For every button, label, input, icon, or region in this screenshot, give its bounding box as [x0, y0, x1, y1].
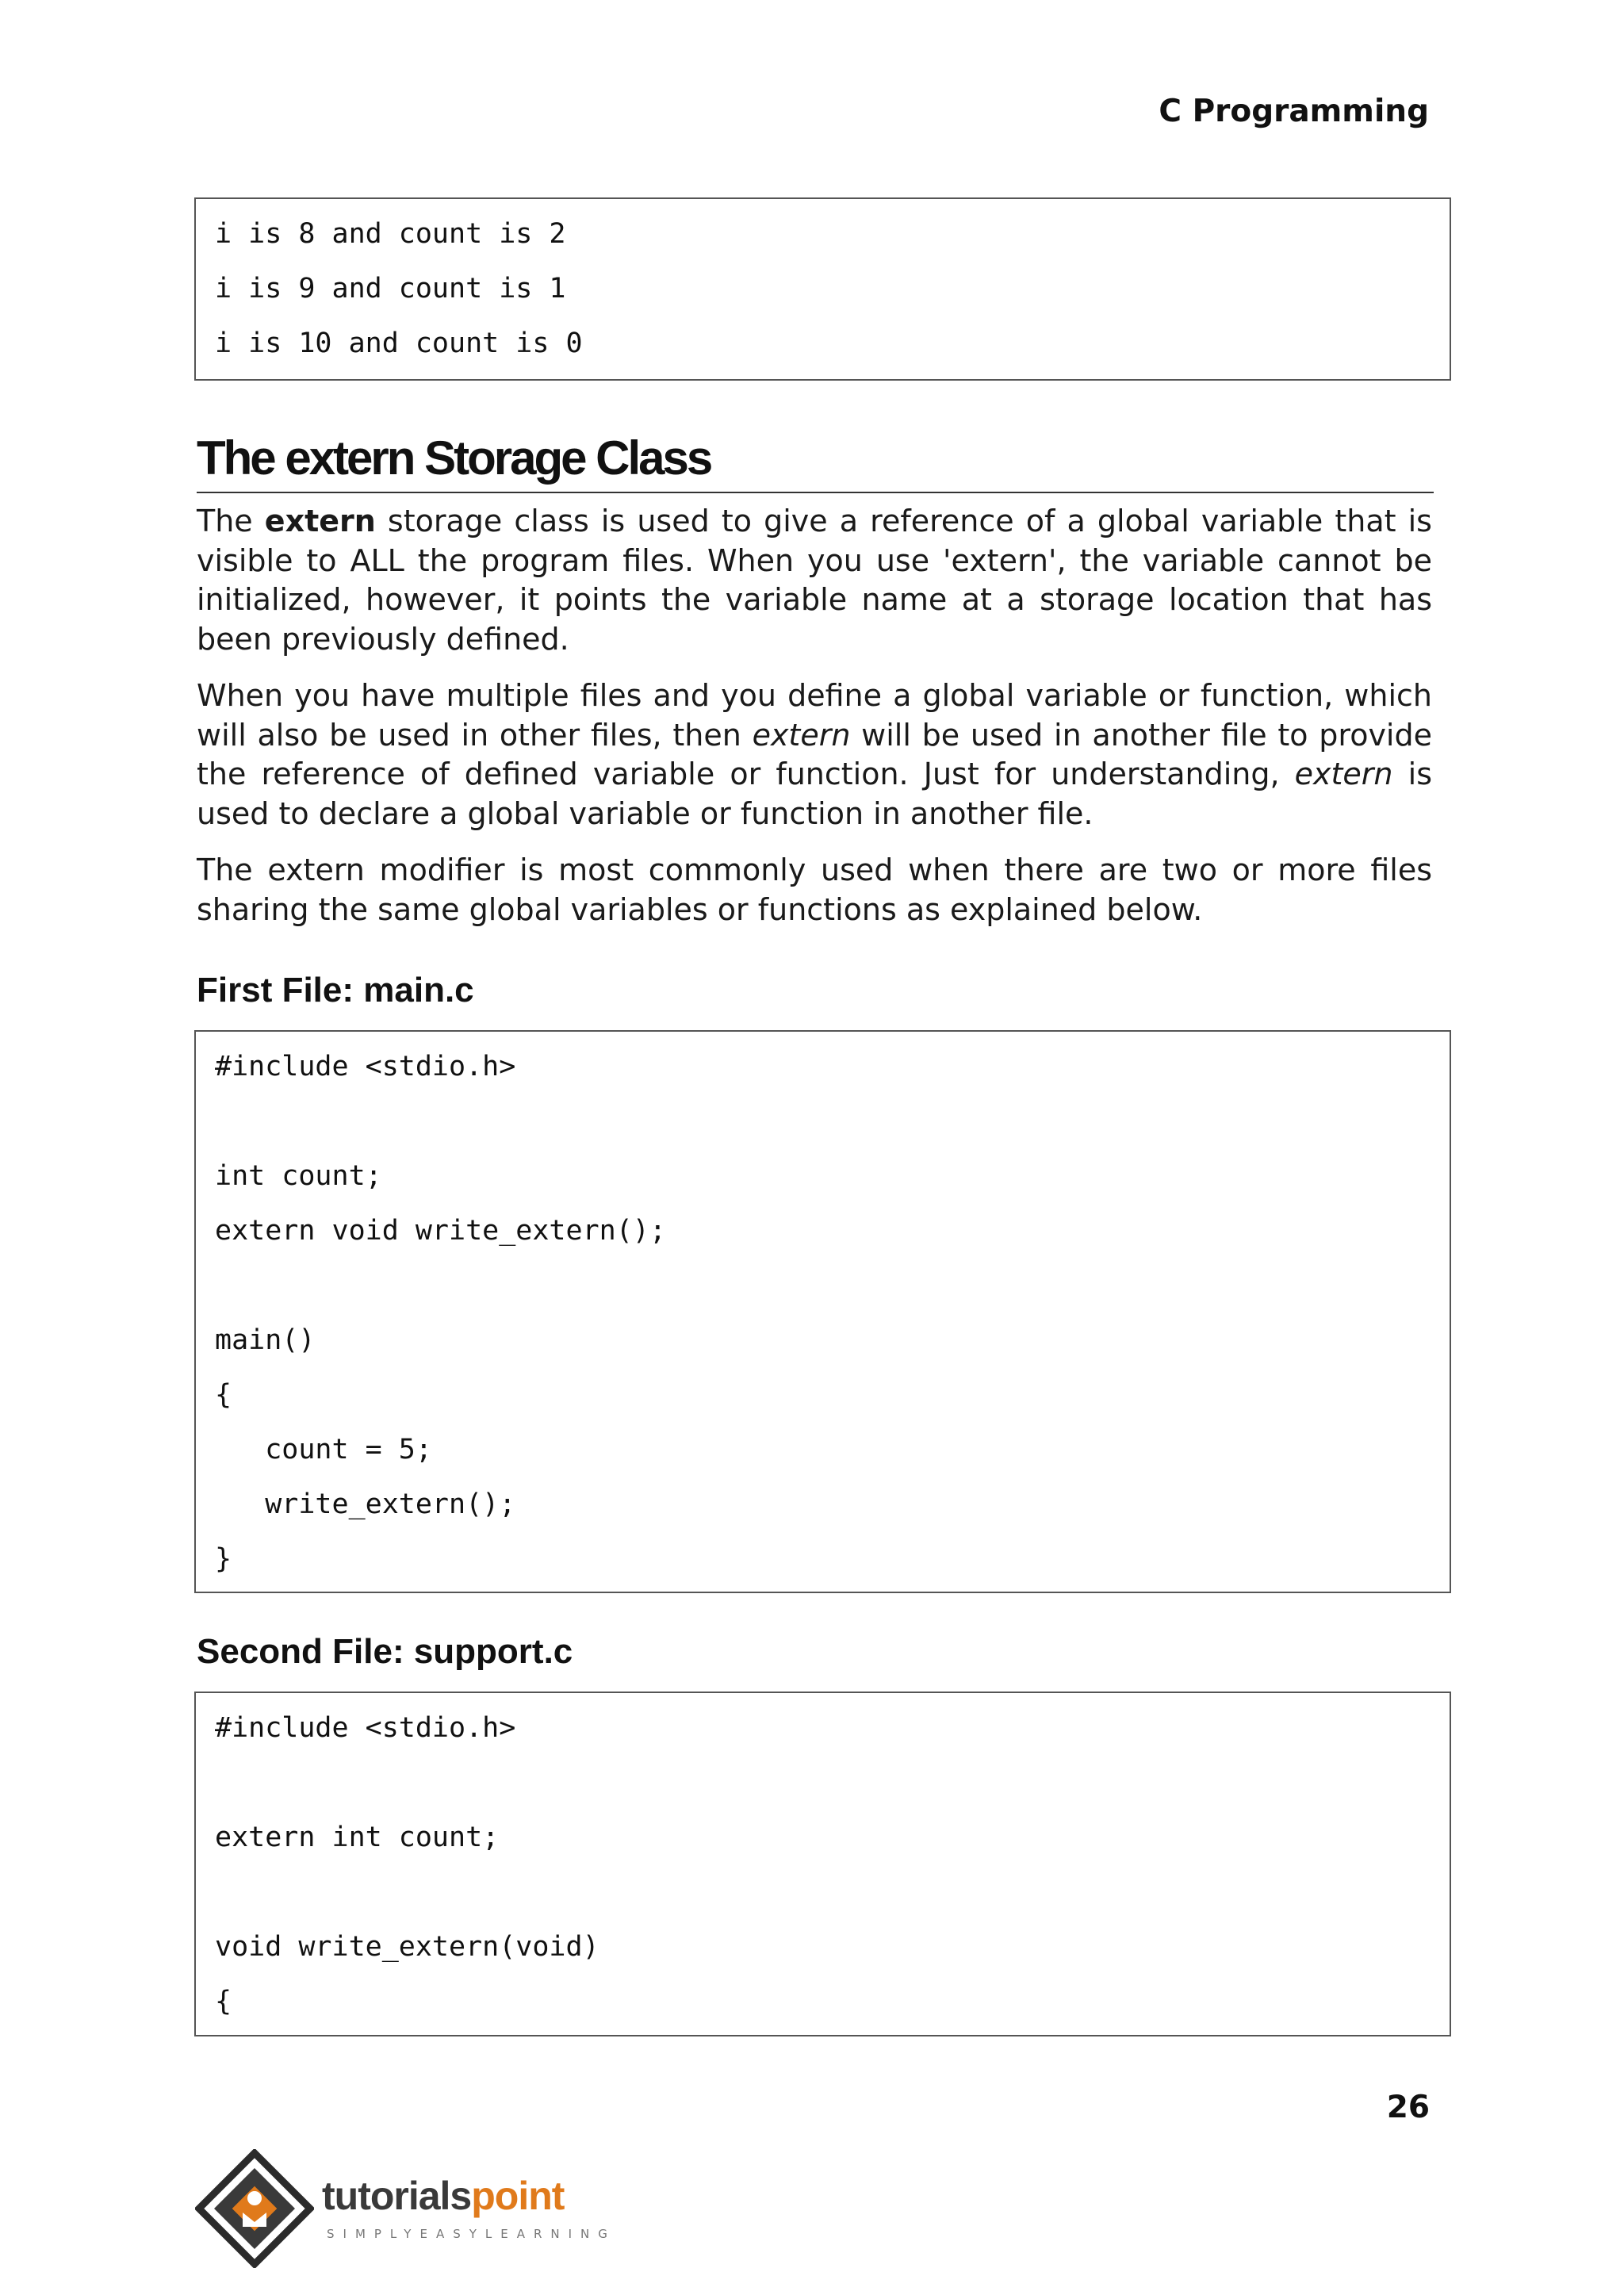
- code-line: #include <stdio.h>: [215, 1051, 516, 1082]
- code-line: [215, 1764, 1431, 1818]
- code-line: {: [215, 1379, 232, 1411]
- code-line: [215, 1873, 1431, 1928]
- file1-heading: First File: main.c: [197, 971, 474, 1010]
- code-line: [215, 1102, 1431, 1157]
- paragraph-text: When you have multiple files and you define a global variable or function, which will also be used in other files, then: [197, 678, 1432, 753]
- code-line: {: [215, 1986, 232, 2017]
- code-line: }: [215, 1543, 232, 1575]
- code-line: [215, 1266, 1431, 1321]
- logo-word-point: point: [471, 2174, 565, 2218]
- keyword-extern: extern: [264, 504, 376, 538]
- code-line: count = 5;: [215, 1434, 432, 1466]
- keyword-extern: extern: [752, 717, 851, 753]
- code-line: int count;: [215, 1160, 382, 1192]
- logo-wordmark: [322, 2173, 564, 2219]
- paragraph-text: is used to declare a global variable or function in another file.: [197, 757, 1432, 831]
- tutorialspoint-logo: [195, 2141, 639, 2284]
- support-c-code-box: [194, 1692, 1451, 2036]
- logo-diamond-icon: [195, 2149, 314, 2268]
- running-header: C Programming: [1159, 94, 1429, 129]
- paragraph-text: will be used in another file to provide the reference of defined variable or function. Just for understanding,: [197, 717, 1432, 791]
- code-line: extern void write_extern();: [215, 1215, 666, 1247]
- code-line: i is 10 and count is 0: [215, 328, 583, 359]
- page-number: 26: [1386, 2090, 1430, 2125]
- paragraph-2: [197, 676, 1432, 833]
- output-code-box: [194, 197, 1451, 381]
- code-line: write_extern();: [215, 1488, 516, 1520]
- paragraph-text: The: [197, 504, 265, 538]
- logo-word-tutorials: tutorials: [322, 2174, 472, 2218]
- code-line: extern int count;: [215, 1822, 500, 1853]
- code-line: void write_extern(void): [215, 1931, 599, 1963]
- section-heading: The extern Storage Class: [197, 427, 1434, 493]
- logo-tagline: SIMPLYEASYLEARNING: [327, 2227, 616, 2241]
- file2-heading: Second File: support.c: [197, 1632, 573, 1671]
- keyword-extern: extern: [1294, 757, 1393, 791]
- main-c-code-box: [194, 1030, 1451, 1593]
- code-line: i is 8 and count is 2: [215, 218, 566, 250]
- code-line: main(): [215, 1324, 316, 1356]
- paragraph-text: storage class is used to give a reference of a global variable that is visible to ALL the program files. When you use 'extern', the variable cannot be initialized, however, it points the variable name at a storage location that has been previously defined.: [197, 504, 1432, 657]
- code-line: i is 9 and count is 1: [215, 273, 566, 305]
- code-line: #include <stdio.h>: [215, 1712, 516, 1744]
- paragraph-3: The extern modifier is most commonly used when there are two or more files sharing the same global variables or functions as explained below.: [197, 852, 1432, 927]
- paragraph-1: [197, 502, 1432, 659]
